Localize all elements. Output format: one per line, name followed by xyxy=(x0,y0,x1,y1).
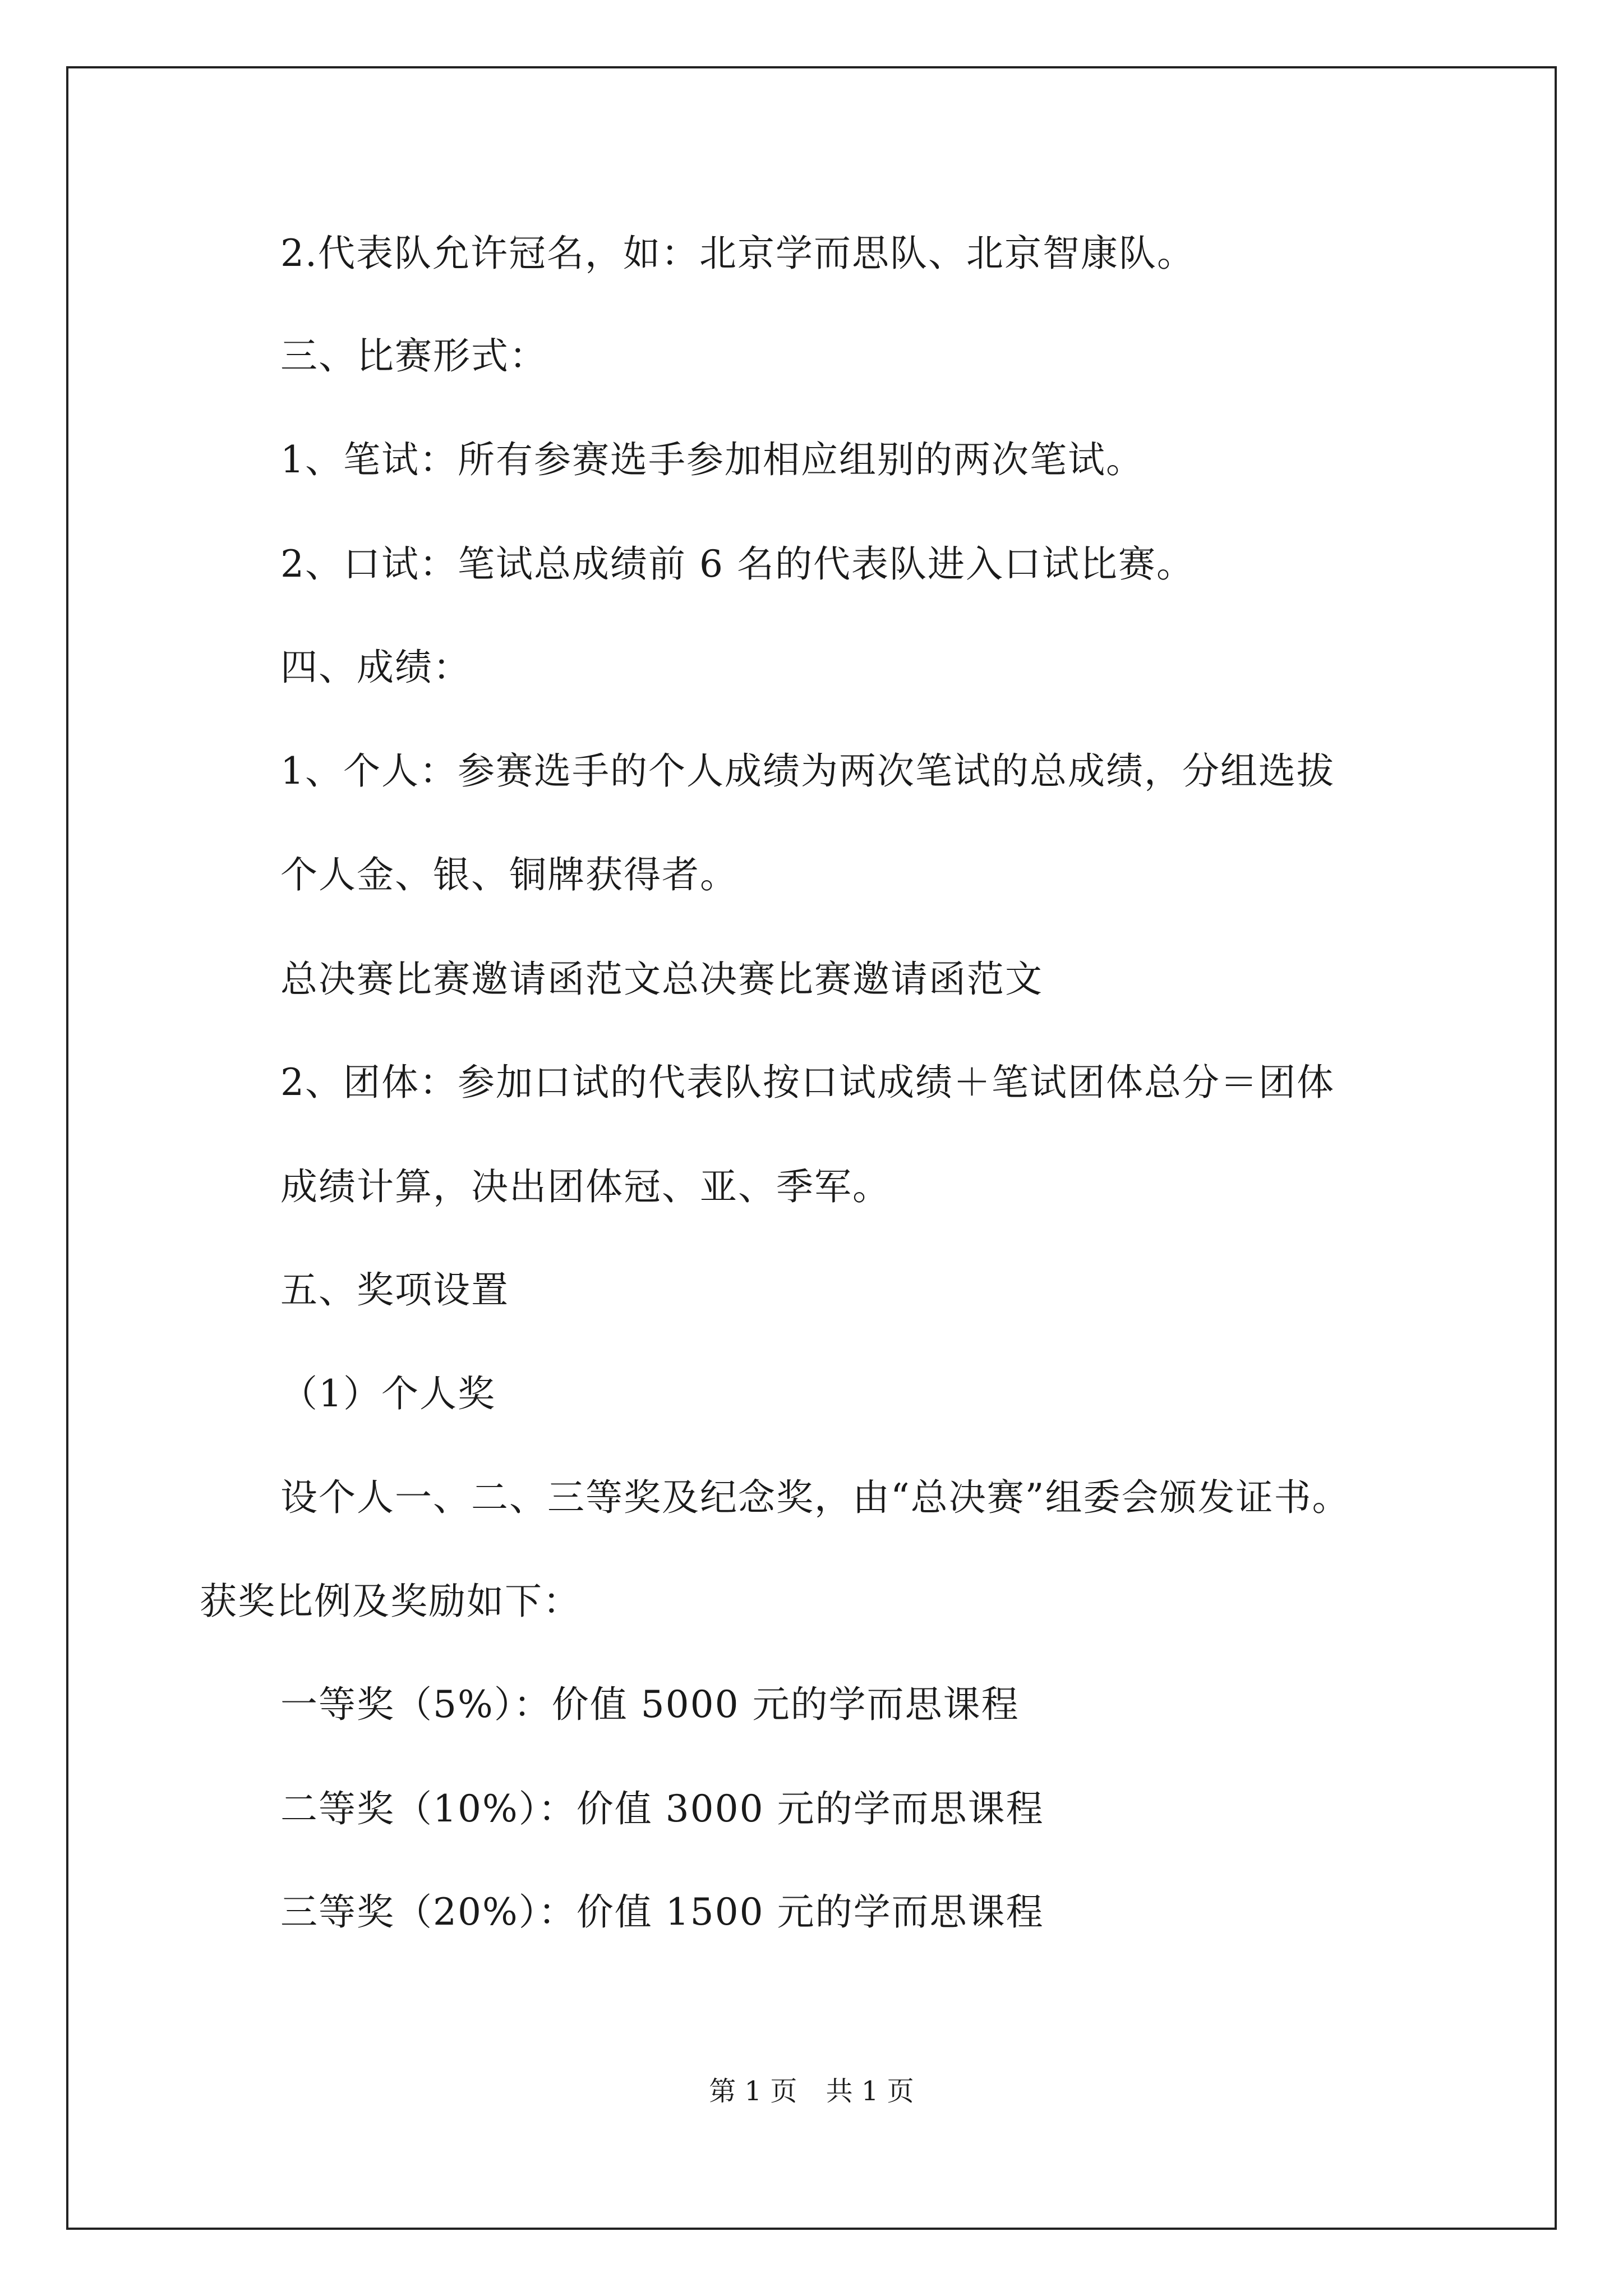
text-line: 1、个人：参赛选手的个人成绩为两次笔试的总成绩，分组选拔 xyxy=(280,749,1335,793)
award-line: 二等奖（10%）：价值 3000 元的学而思课程 xyxy=(280,1787,1044,1830)
page-number: 第 1 页 xyxy=(709,2076,797,2107)
text-line: 获奖比例及奖励如下： xyxy=(200,1580,581,1623)
text-line: 成绩计算，决出团体冠、亚、季军。 xyxy=(280,1165,891,1208)
text-line: 设个人一、二、三等奖及纪念奖，由“总决赛”组委会颁发证书。 xyxy=(280,1476,1350,1519)
text-line: 2、口试：笔试总成绩前 6 名的代表队进入口试比赛。 xyxy=(280,542,1195,586)
award-line: 一等奖（5%）：价值 5000 元的学而思课程 xyxy=(280,1683,1020,1726)
section-heading: 三、比赛形式： xyxy=(280,334,547,378)
text-line: 1、笔试：所有参赛选手参加相应组别的两次笔试。 xyxy=(280,438,1144,481)
section-heading: 五、奖项设置 xyxy=(280,1268,509,1312)
page-total: 共 1 页 xyxy=(826,2076,914,2107)
subsection-heading: （1）个人奖 xyxy=(280,1372,496,1415)
section-heading: 四、成绩： xyxy=(280,646,471,689)
text-line: 2、团体：参加口试的代表队按口试成绩＋笔试团体总分＝团体 xyxy=(280,1061,1335,1104)
page-footer xyxy=(0,2074,1623,2108)
text-line: 个人金、银、铜牌获得者。 xyxy=(280,853,738,896)
award-line: 三等奖（20%）：价值 1500 元的学而思课程 xyxy=(280,1890,1044,1934)
text-line: 2.代表队允许冠名，如：北京学而思队、北京智康队。 xyxy=(280,232,1195,275)
text-line: 总决赛比赛邀请函范文总决赛比赛邀请函范文 xyxy=(280,958,1043,1001)
